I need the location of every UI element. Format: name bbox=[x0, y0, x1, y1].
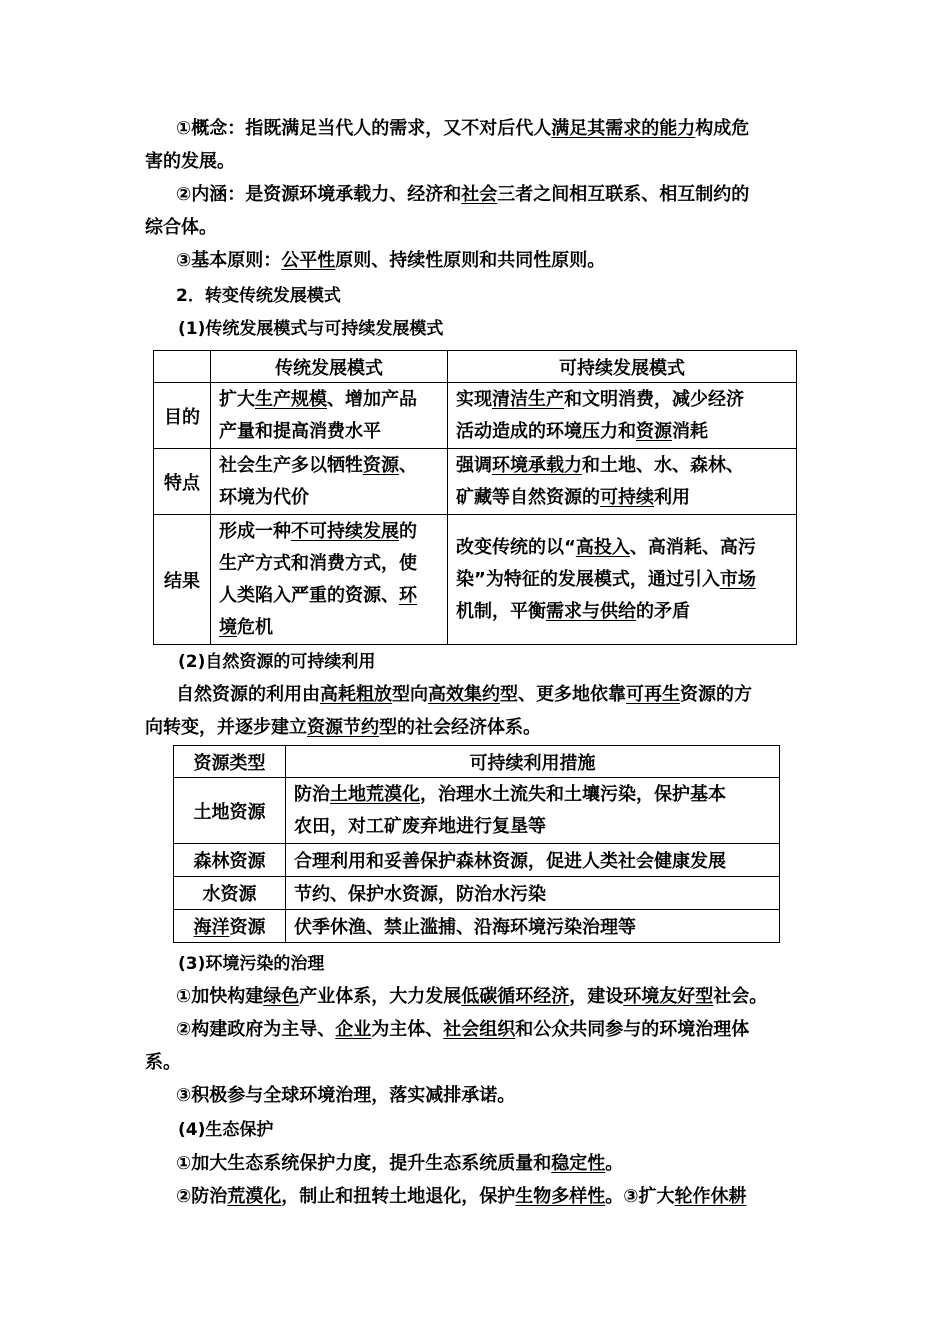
principle-line: ③基本原则：公平性原则、持续性原则和共同性原则。 bbox=[176, 250, 606, 271]
label-ocean: 海洋资源 bbox=[174, 910, 286, 943]
table2-header-row bbox=[174, 746, 780, 778]
concept-line-1: ①概念：指既满足当代人的需求，又不对后代人满足其需求的能力构成危 bbox=[176, 118, 750, 139]
measures-ocean: 伏季休渔、禁止滥捕、沿海环境污染治理等 bbox=[286, 910, 780, 943]
subheading-2: (2)自然资源的可持续利用 bbox=[178, 652, 376, 672]
subheading-4: (4)生态保护 bbox=[178, 1120, 274, 1140]
label-land: 土地资源 bbox=[174, 778, 286, 844]
row-label-feature: 特点 bbox=[154, 449, 211, 515]
subheading-1: (1)传统发展模式与可持续发展模式 bbox=[178, 319, 444, 339]
table1-row-purpose bbox=[154, 383, 797, 449]
table1-header-empty bbox=[154, 351, 211, 383]
pollution-line-2b: 系。 bbox=[145, 1052, 181, 1073]
table1-header-row bbox=[154, 351, 797, 383]
table2-header-type: 资源类型 bbox=[174, 746, 286, 778]
ecology-line-2: ②防治荒漠化，制止和扭转土地退化，保护生物多样性。③扩大轮作休耕 bbox=[176, 1186, 747, 1207]
section2-heading: 2．转变传统发展模式 bbox=[176, 286, 341, 306]
label-forest: 森林资源 bbox=[174, 844, 286, 877]
result-sustainable: 改变传统的以“高投入、高消耗、高污 染”为特征的发展模式，通过引入市场 机制，平衡需求与供给的矛盾 bbox=[448, 515, 797, 645]
result-traditional: 形成一种不可持续发展的 生产方式和消费方式，使 人类陷入严重的资源、环 境危机 bbox=[211, 515, 448, 645]
table2-row-water bbox=[174, 877, 780, 910]
table1-header-traditional: 传统发展模式 bbox=[211, 351, 448, 383]
row-label-result: 结果 bbox=[154, 515, 211, 645]
pollution-line-1: ①加快构建绿色产业体系，大力发展低碳循环经济，建设环境友好型社会。 bbox=[176, 986, 768, 1007]
purpose-sustainable: 实现清洁生产和文明消费，减少经济 活动造成的环境压力和资源消耗 bbox=[448, 383, 797, 449]
natural-para-line-1: 自然资源的利用由高耗粗放型向高效集约型、更多地依靠可再生资源的方 bbox=[176, 684, 752, 705]
pollution-line-2: ②构建政府为主导、企业为主体、社会组织和公众共同参与的环境治理体 bbox=[176, 1019, 750, 1040]
row-label-purpose: 目的 bbox=[154, 383, 211, 449]
table2-row-ocean bbox=[174, 910, 780, 943]
label-water: 水资源 bbox=[174, 877, 286, 910]
measures-water: 节约、保护水资源，防治水污染 bbox=[286, 877, 780, 910]
table2-row-forest bbox=[174, 844, 780, 877]
subheading-3: (3)环境污染的治理 bbox=[178, 954, 325, 974]
connotation-line-2: 综合体。 bbox=[145, 217, 217, 238]
table2-header-measures: 可持续利用措施 bbox=[286, 746, 780, 778]
resource-measures-table bbox=[173, 745, 780, 943]
development-mode-table bbox=[153, 350, 797, 645]
pollution-line-3: ③积极参与全球环境治理，落实减排承诺。 bbox=[176, 1085, 516, 1106]
table2-row-land bbox=[174, 778, 780, 844]
measures-forest: 合理利用和妥善保护森林资源，促进人类社会健康发展 bbox=[286, 844, 780, 877]
ecology-line-1: ①加大生态系统保护力度，提升生态系统质量和稳定性。 bbox=[176, 1153, 624, 1174]
table1-row-feature bbox=[154, 449, 797, 515]
purpose-traditional: 扩大生产规模、增加产品 产量和提高消费水平 bbox=[211, 383, 448, 449]
measures-land: 防治土地荒漠化，治理水土流失和土壤污染，保护基本 农田，对工矿废弃地进行复垦等 bbox=[286, 778, 780, 844]
table1-row-result bbox=[154, 515, 797, 645]
table1-header-sustainable: 可持续发展模式 bbox=[448, 351, 797, 383]
concept-line-2: 害的发展。 bbox=[145, 151, 235, 172]
feature-sustainable: 强调环境承载力和土地、水、森林、 矿藏等自然资源的可持续利用 bbox=[448, 449, 797, 515]
natural-para-line-2: 向转变，并逐步建立资源节约型的社会经济体系。 bbox=[145, 717, 541, 738]
feature-traditional: 社会生产多以牺牲资源、 环境为代价 bbox=[211, 449, 448, 515]
connotation-line-1: ②内涵：是资源环境承载力、经济和社会三者之间相互联系、相互制约的 bbox=[176, 184, 750, 205]
